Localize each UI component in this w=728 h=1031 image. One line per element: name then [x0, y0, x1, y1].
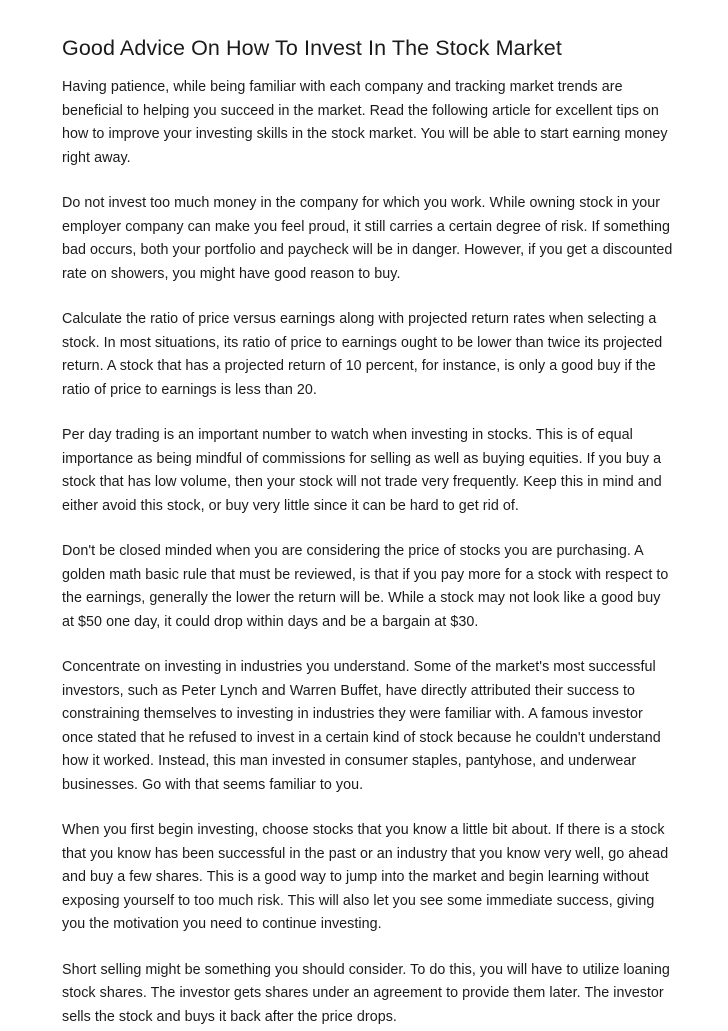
paragraph-short-selling: Short selling might be something you should consider. To do this, you will have to utilize loaning stock shares. The investor gets shares under an agreement to provide them later. The investor sells the stock and buys it back after the price drops.: [62, 961, 670, 1025]
document-title: Good Advice On How To Invest In The Stock Market: [62, 36, 562, 60]
paragraph-industries: Concentrate on investing in industries you understand. Some of the market's most successful investors, such as Peter Lynch and Warren Buffet, have directly attributed their success to constraining themselves to investing in industries they were familiar with. A famous investor once stated that he refused to invest in a certain kind of stock because he couldn't understand how it worked. Instead, this man invested in consumer staples, pantyhose, and underwear businesses. Go with that seems familiar to you.: [62, 659, 661, 793]
paragraph-patience: Having patience, while being familiar with each company and tracking market trends are beneficial to helping you succeed in the market. Read the following article for excellent tips on how to improve your investing skills in the stock market. You will be able to start earning money right away.: [62, 79, 668, 166]
paragraph-stock-price: Don't be closed minded when you are considering the price of stocks you are purchasing. A golden math basic rule that must be reviewed, is that if you pay more for a stock with respect to the earnings, generally the lower the return will be. While a stock may not look like a good buy at $50 one day, it could drop within days and be a bargain at $30.: [62, 543, 669, 630]
paragraph-first-investing: When you first begin investing, choose stocks that you know a little bit about. If there is a stock that you know has been successful in the past or an industry that you know very well, go ahead and buy a few shares. This is a good way to jump into the market and begin learning without exposing yourself to too much risk. This will also let you see some immediate success, giving you the motivation you need to continue investing.: [62, 822, 669, 932]
paragraph-price-earnings: Calculate the ratio of price versus earnings along with projected return rates when selecting a stock. In most situations, its ratio of price to earnings ought to be lower than twice its projected return. A stock that has a projected return of 10 percent, for instance, is only a good buy if the ratio of price to earnings is less than 20.: [62, 311, 663, 398]
paragraph-day-trading: Per day trading is an important number to watch when investing in stocks. This is of equal importance as being mindful of commissions for selling as well as buying equities. If you buy a stock that has low volume, then your stock will not trade very frequently. Keep this in mind and either avoid this stock, or buy very little since it can be hard to get rid of.: [62, 427, 662, 514]
paragraph-employer-stock: Do not invest too much money in the company for which you work. While owning stock in your employer company can make you feel proud, it still carries a certain degree of risk. If something bad occurs, both your portfolio and paycheck will be in danger. However, if you get a discounted rate on showers, you might have good reason to buy.: [62, 195, 673, 282]
